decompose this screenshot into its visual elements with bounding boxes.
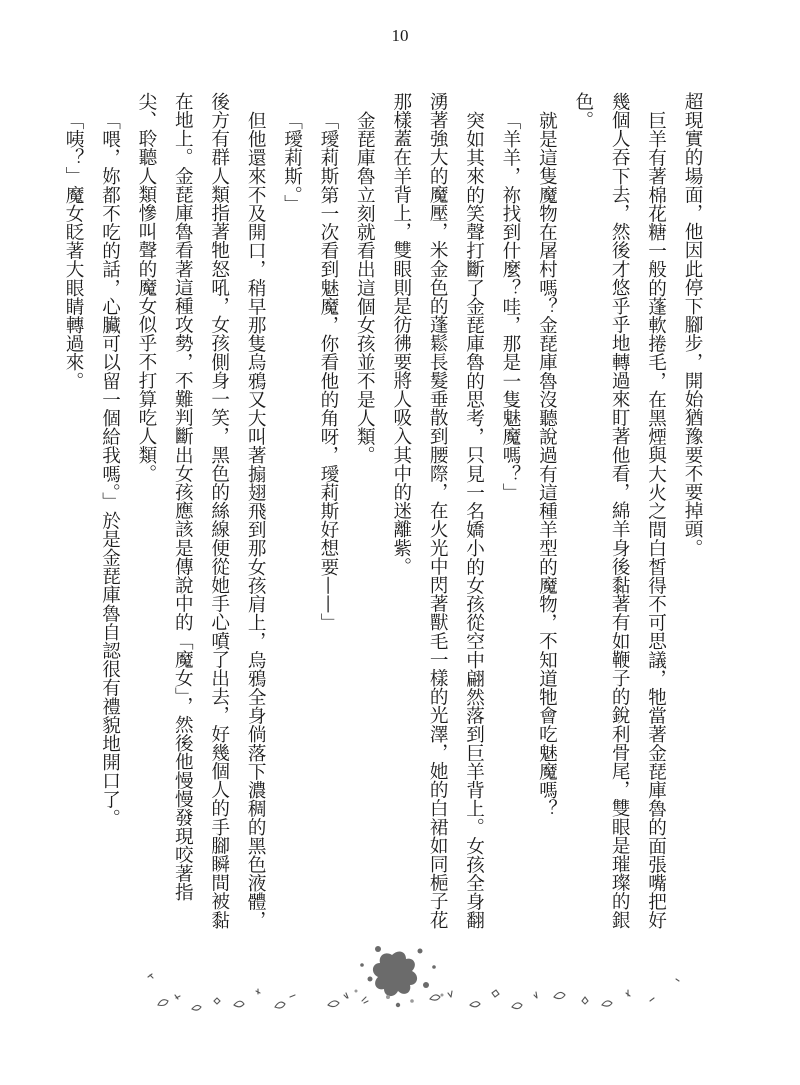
floral-ornament	[130, 935, 690, 1025]
page-number: 10	[391, 26, 409, 45]
paragraph: 「璦莉斯。」	[281, 110, 303, 213]
paragraph: 就是這隻魔物在屠村嗎？金琵庫魯沒聽說過有這種羊型的魔物，不知道牠會吃魅魔嗎？	[536, 110, 558, 818]
paragraph: 超現實的場面，他因此停下腳步，開始猶豫要不要掉頭。	[682, 92, 703, 557]
paragraph: 金琵庫魯立刻就看出這個女孩並不是人類。	[354, 110, 376, 464]
paragraph: 巨羊有著棉花糖一般的蓬軟捲毛，在黑煙與大火之間白皙得不可思議，牠當著金琵庫魯的面張嘴把好幾個人吞下去，然後才悠乎乎地轉過來盯著他看，綿羊身後黏著有如鞭子的銳利骨尾，雙眼是璀璨的銀色。	[572, 92, 667, 929]
paragraph: 突如其來的笑聲打斷了金琵庫魯的思考，只見一名嬌小的女孩從空中翩然落到巨羊背上。女孩全身翻湧著強大的魔壓，米金色的蓬鬆長髮垂散到腰際，在火光中閃著獸毛一樣的光澤，她的白裙如同梔子花那樣蓋在羊背上，雙眼則是彷彿要將人吸入其中的迷離紫。	[390, 92, 485, 929]
paragraph: 「喂，妳都不吃的話，心臟可以留一個給我嗎。」於是金琵庫魯自認很有禮貌地開口了。	[99, 110, 121, 827]
paragraph: 但他還來不及開口，稍早那隻烏鴉又大叫著搧翅飛到那女孩肩上，烏鴉全身倘落下濃稠的黑色液體，後方有群人類指著牠怒吼，女孩側身一笑，黑色的絲線便從她手心噴了出去，好幾個人的手腳瞬間被黏在地上。金琵庫魯看著這種攻勢，不難判斷出女孩應該是傳說中的「魔女」，然後他慢慢發現咬著指尖、聆聽人類慘叫聲的魔女似乎不打算吃人類。	[135, 92, 267, 929]
paragraph: 「羊羊，祢找到什麼？哇，那是一隻魅魔嗎？」	[499, 110, 521, 502]
body-text	[63, 92, 710, 932]
paragraph: 「璦莉斯第一次看到魅魔，你看他的角呀，璦莉斯好想要——」	[317, 110, 339, 632]
paragraph: 「咦？」魔女眨著大眼睛轉過來。	[63, 110, 85, 390]
